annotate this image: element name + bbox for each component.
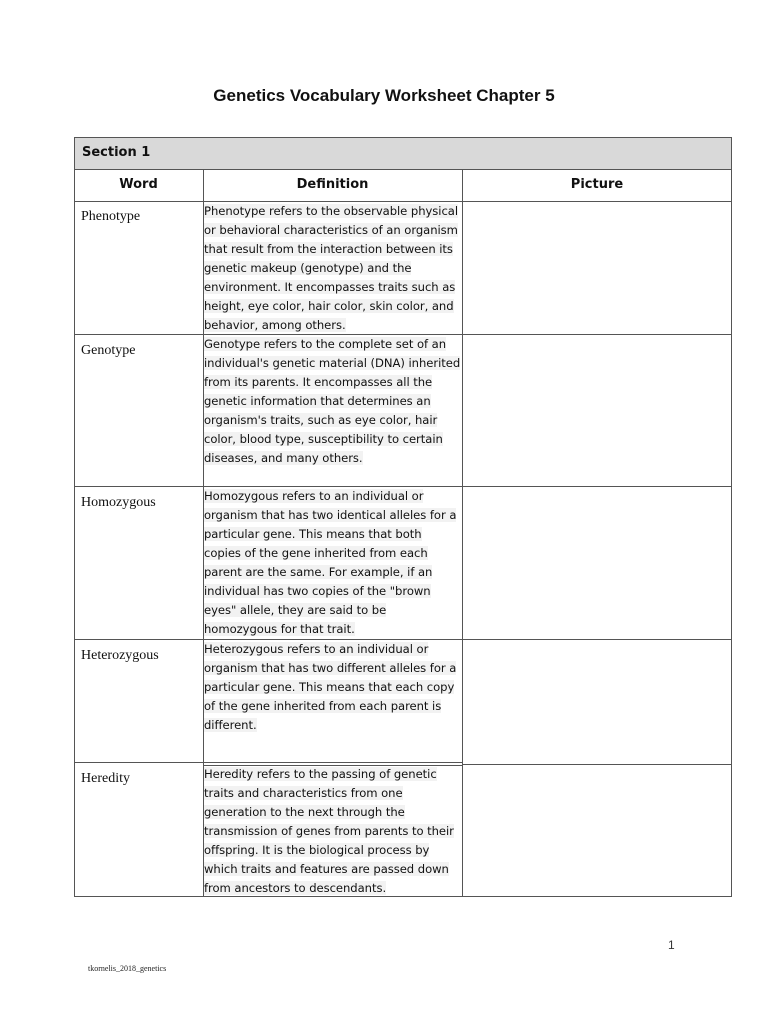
picture-cell[interactable] <box>463 335 731 486</box>
definition-text: Homozygous refers to an individual or organism that has two identical alleles for a particular gene. This means that both copies of the gene inherited from each parent are the same. For example, if an individual has two copies of the "brown eyes" allele, they are said to be homozygous for that trait. <box>204 489 457 636</box>
section-header <box>74 137 732 169</box>
section-title: Section 1 <box>82 145 151 160</box>
table-border <box>74 137 732 138</box>
definition-cell <box>204 335 462 468</box>
definition-text: Phenotype refers to the observable physical or behavioral characteristics of an organism that result from the interaction between its genetic makeup (genotype) and the environment. It encompasses traits such as height, eye color, hair color, skin color, and behavior, among others. <box>204 204 459 332</box>
vocabulary-table <box>74 137 732 897</box>
table-border <box>74 334 732 335</box>
table-border <box>74 137 75 897</box>
picture-cell[interactable] <box>463 765 731 896</box>
footer-text: tkornelis_2018_genetics <box>88 964 167 973</box>
definition-cell <box>204 640 462 735</box>
table-border <box>203 765 462 766</box>
word-cell: Phenotype <box>81 209 141 224</box>
table-border <box>74 896 732 897</box>
definition-cell <box>204 487 462 639</box>
word-cell: Homozygous <box>81 495 156 510</box>
column-header-word: Word <box>119 177 158 192</box>
table-border <box>74 201 732 202</box>
picture-cell[interactable] <box>463 640 731 762</box>
word-cell: Heterozygous <box>81 648 159 663</box>
table-border <box>203 169 204 897</box>
definition-text: Genotype refers to the complete set of an individual's genetic material (DNA) inherited from its parents. It encompasses all the genetic information that determines an organism's traits, such as eye color, hair color, blood type, susceptibility to certain diseases, and many others. <box>204 337 461 465</box>
definition-cell <box>204 765 462 898</box>
page-title: Genetics Vocabulary Worksheet Chapter 5 <box>213 86 555 105</box>
picture-cell[interactable] <box>463 202 731 334</box>
table-border <box>74 486 732 487</box>
picture-cell[interactable] <box>463 487 731 640</box>
table-border <box>462 169 463 897</box>
table-border <box>74 169 732 170</box>
definition-cell <box>204 202 462 335</box>
table-border <box>462 764 732 765</box>
table-border <box>203 762 462 763</box>
word-cell: Heredity <box>81 771 130 786</box>
table-border <box>731 137 732 897</box>
definition-text: Heredity refers to the passing of genetic traits and characteristics from one generation to the next through the transmission of genes from parents to their offspring. It is the biological process by which traits and features are passed down from ancestors to descendants. <box>204 767 454 895</box>
page-number: 1 <box>668 938 675 952</box>
column-header-picture: Picture <box>570 177 624 192</box>
column-header-definition: Definition <box>296 177 369 192</box>
table-border <box>74 762 203 763</box>
word-cell: Genotype <box>81 343 136 358</box>
table-border <box>74 639 732 640</box>
definition-text: Heterozygous refers to an individual or organism that has two different alleles for a particular gene. This means that each copy of the gene inherited from each parent is different. <box>204 642 457 732</box>
